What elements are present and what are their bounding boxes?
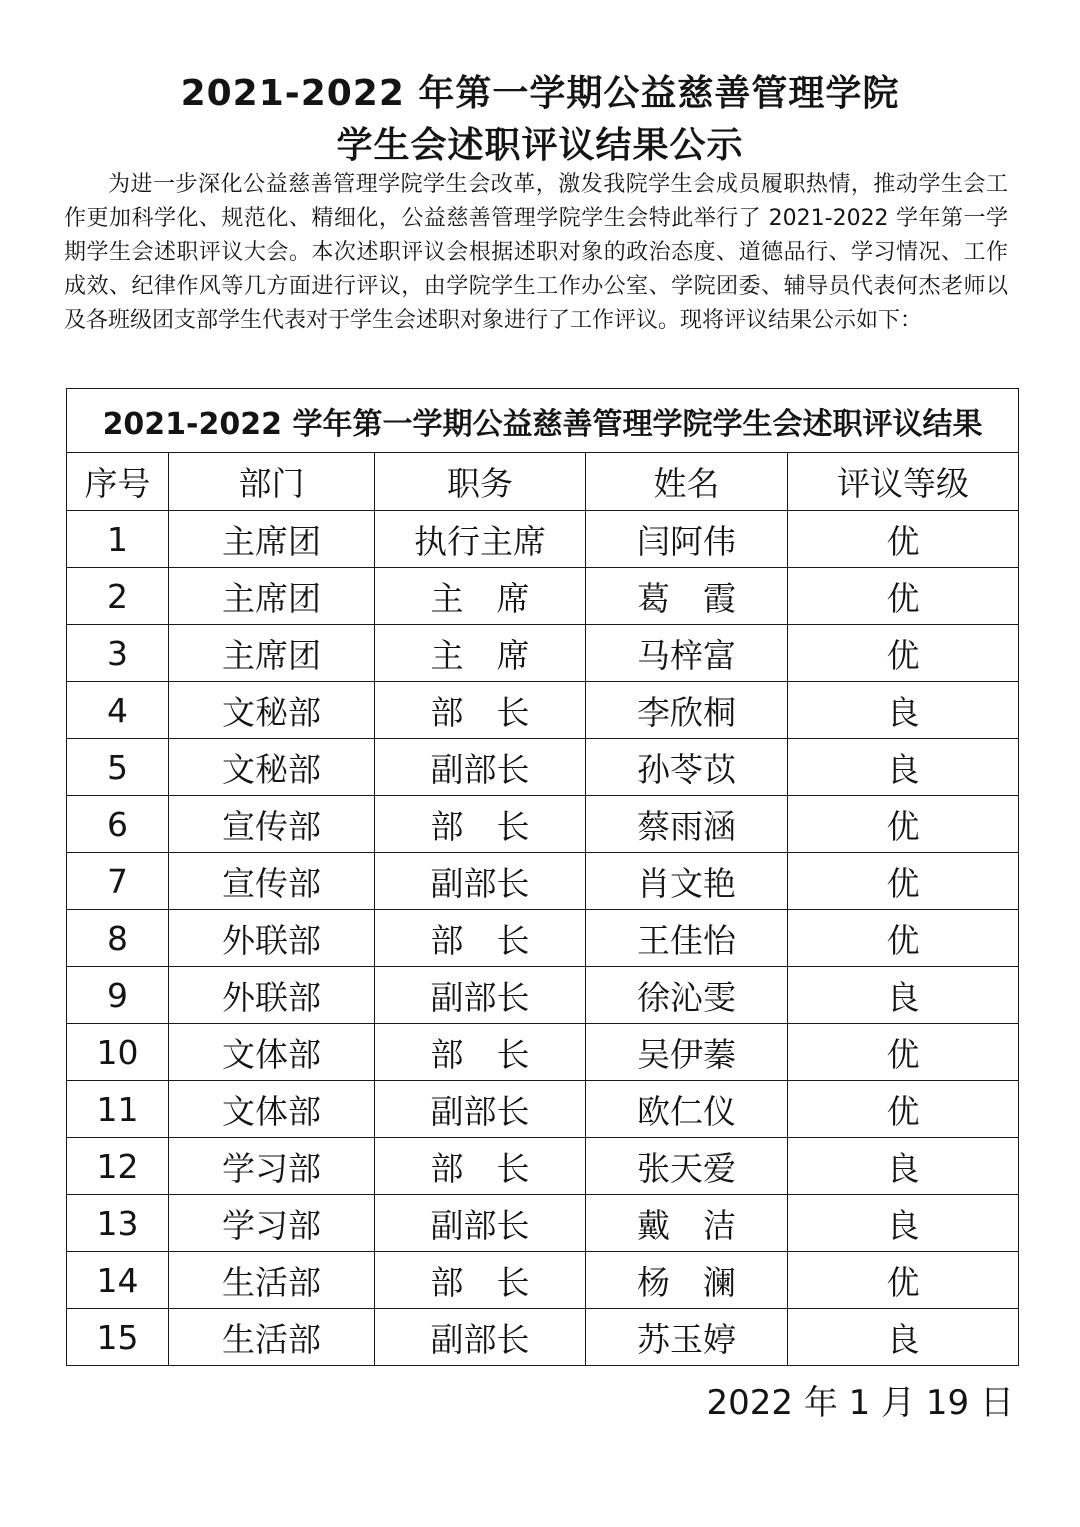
header-department: 部门 <box>169 453 375 511</box>
cell-position: 副部长 <box>375 739 586 796</box>
intro-paragraph: 为进一步深化公益慈善管理学院学生会改革，激发我院学生会成员履职热情，推动学生会工作更加科学化、规范化、精细化，公益慈善管理学院学生会特此举行了 2021-2022 学年第一学期学生会述职评议大会。本次述职评议会根据述职对象的政治态度、道德品行、学习情况、工作成效、纪律作风等几方面进行评议，由学院学生工作办公室、学院团委、辅导员代表何杰老师以及各班级团支部学生代表对于学生会述职对象进行了工作评议。现将评议结果公示如下： <box>64 172 1008 333</box>
cell-index: 5 <box>67 739 169 796</box>
cell-department: 文秘部 <box>169 682 375 739</box>
cell-rating: 良 <box>788 739 1019 796</box>
cell-name: 蔡雨涵 <box>586 796 788 853</box>
cell-name: 肖文艳 <box>586 853 788 910</box>
cell-rating: 优 <box>788 1024 1019 1081</box>
header-rating: 评议等级 <box>788 453 1019 511</box>
cell-name: 欧仁仪 <box>586 1081 788 1138</box>
cell-name: 王佳怡 <box>586 910 788 967</box>
cell-name: 苏玉婷 <box>586 1309 788 1366</box>
cell-rating: 优 <box>788 1252 1019 1309</box>
table-row <box>67 1138 1019 1195</box>
cell-rating: 优 <box>788 796 1019 853</box>
table-row <box>67 910 1019 967</box>
cell-name: 李欣桐 <box>586 682 788 739</box>
cell-index: 6 <box>67 796 169 853</box>
cell-name: 吴伊蓁 <box>586 1024 788 1081</box>
cell-position: 副部长 <box>375 853 586 910</box>
cell-index: 9 <box>67 967 169 1024</box>
table-row <box>67 568 1019 625</box>
cell-department: 学习部 <box>169 1195 375 1252</box>
cell-index: 14 <box>67 1252 169 1309</box>
cell-rating: 优 <box>788 511 1019 568</box>
cell-rating: 优 <box>788 1081 1019 1138</box>
cell-index: 8 <box>67 910 169 967</box>
table-row <box>67 511 1019 568</box>
header-index: 序号 <box>67 453 169 511</box>
cell-department: 主席团 <box>169 568 375 625</box>
cell-position: 主 席 <box>375 568 586 625</box>
cell-position: 部 长 <box>375 796 586 853</box>
cell-department: 宣传部 <box>169 853 375 910</box>
cell-position: 执行主席 <box>375 511 586 568</box>
cell-rating: 优 <box>788 625 1019 682</box>
cell-department: 主席团 <box>169 625 375 682</box>
table-header-row <box>67 453 1019 511</box>
cell-index: 15 <box>67 1309 169 1366</box>
cell-department: 文秘部 <box>169 739 375 796</box>
cell-name: 闫阿伟 <box>586 511 788 568</box>
cell-name: 葛 霞 <box>586 568 788 625</box>
table-row <box>67 1081 1019 1138</box>
cell-position: 部 长 <box>375 1138 586 1195</box>
table-row <box>67 739 1019 796</box>
table-row <box>67 967 1019 1024</box>
cell-name: 杨 澜 <box>586 1252 788 1309</box>
cell-department: 外联部 <box>169 910 375 967</box>
cell-department: 宣传部 <box>169 796 375 853</box>
cell-name: 徐沁雯 <box>586 967 788 1024</box>
cell-position: 主 席 <box>375 625 586 682</box>
cell-position: 副部长 <box>375 1081 586 1138</box>
cell-index: 11 <box>67 1081 169 1138</box>
header-name: 姓名 <box>586 453 788 511</box>
table-row <box>67 1195 1019 1252</box>
table-row <box>67 1252 1019 1309</box>
table-body <box>67 511 1019 1366</box>
results-table <box>66 388 1019 1366</box>
cell-index: 7 <box>67 853 169 910</box>
table-row <box>67 1024 1019 1081</box>
cell-position: 副部长 <box>375 1309 586 1366</box>
table-row <box>67 1309 1019 1366</box>
table-row <box>67 796 1019 853</box>
cell-index: 1 <box>67 511 169 568</box>
cell-position: 部 长 <box>375 1024 586 1081</box>
table-row <box>67 853 1019 910</box>
table-row <box>67 625 1019 682</box>
cell-department: 学习部 <box>169 1138 375 1195</box>
cell-department: 文体部 <box>169 1081 375 1138</box>
cell-name: 戴 洁 <box>586 1195 788 1252</box>
cell-rating: 优 <box>788 910 1019 967</box>
cell-position: 副部长 <box>375 967 586 1024</box>
cell-department: 文体部 <box>169 1024 375 1081</box>
cell-index: 2 <box>67 568 169 625</box>
cell-index: 10 <box>67 1024 169 1081</box>
cell-index: 4 <box>67 682 169 739</box>
table-row <box>67 682 1019 739</box>
table-caption: 2021-2022 学年第一学期公益慈善管理学院学生会述职评议结果 <box>67 389 1019 453</box>
header-position: 职务 <box>375 453 586 511</box>
document-title-line-2: 学生会述职评议结果公示 <box>336 125 744 166</box>
document-date: 2022 年 1 月 19 日 <box>706 1383 1014 1423</box>
cell-position: 部 长 <box>375 682 586 739</box>
cell-index: 3 <box>67 625 169 682</box>
cell-rating: 良 <box>788 1195 1019 1252</box>
cell-index: 13 <box>67 1195 169 1252</box>
cell-rating: 优 <box>788 853 1019 910</box>
cell-position: 副部长 <box>375 1195 586 1252</box>
cell-index: 12 <box>67 1138 169 1195</box>
cell-department: 外联部 <box>169 967 375 1024</box>
document-title-line-1: 2021-2022 年第一学期公益慈善管理学院 <box>180 73 900 114</box>
cell-rating: 优 <box>788 568 1019 625</box>
cell-position: 部 长 <box>375 910 586 967</box>
cell-name: 张天爱 <box>586 1138 788 1195</box>
cell-department: 主席团 <box>169 511 375 568</box>
cell-department: 生活部 <box>169 1252 375 1309</box>
cell-rating: 良 <box>788 1138 1019 1195</box>
cell-rating: 良 <box>788 682 1019 739</box>
cell-name: 孙苓苡 <box>586 739 788 796</box>
cell-department: 生活部 <box>169 1309 375 1366</box>
cell-name: 马梓富 <box>586 625 788 682</box>
cell-rating: 良 <box>788 967 1019 1024</box>
cell-position: 部 长 <box>375 1252 586 1309</box>
cell-rating: 良 <box>788 1309 1019 1366</box>
